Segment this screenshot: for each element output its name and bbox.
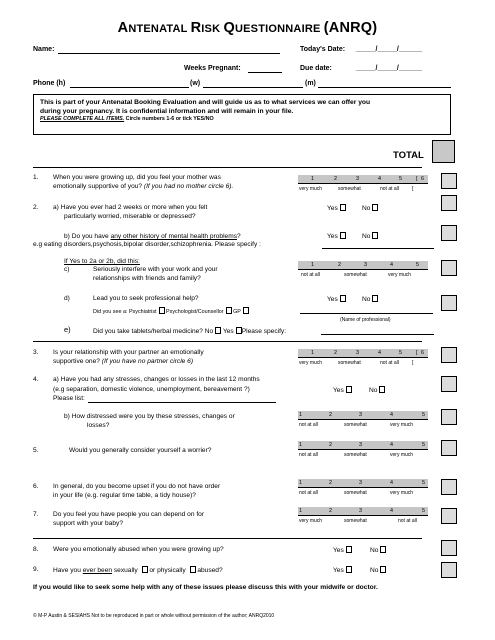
scale-option-1[interactable]: 1 (299, 508, 302, 514)
scale-label-high: very much (388, 272, 412, 278)
scale-option-4[interactable]: 4 (390, 262, 393, 268)
q2b-specify-field[interactable] (322, 241, 434, 249)
q5-number: 5. (33, 447, 39, 454)
q2c-rating-scale[interactable] (298, 261, 428, 281)
q7-rating-scale[interactable] (298, 507, 428, 527)
q1-number: 1. (33, 174, 39, 181)
instructions-line-2: during your pregnancy. It is confidential information and will remain in your file. (40, 107, 294, 115)
q2c-condition: If Yes to 2a or 2b, did this: (64, 258, 140, 265)
scale-bar (298, 175, 428, 184)
q3-text-line-2: supportive one? (If you have no partner circle 6) (53, 358, 194, 365)
scale-option-2[interactable]: 2 (329, 412, 332, 418)
q4b-text-line-2: losses? (87, 422, 110, 429)
scale-option-1[interactable]: 1 (299, 412, 302, 418)
q9-yes-option[interactable]: Yes (333, 566, 352, 574)
name-label: Name: (33, 46, 55, 53)
scale-bar (298, 261, 428, 270)
q4a-text-line-1: a) Have you had any stresses, changes or losses in the last 12 months (53, 376, 260, 383)
scale-option-4[interactable]: 4 (378, 176, 381, 182)
q5-score-box[interactable] (441, 440, 457, 456)
scale-option-1[interactable]: 1 (311, 350, 314, 356)
scale-option-1[interactable]: 1 (311, 176, 314, 182)
scale-label-mid: somewhat (344, 422, 367, 428)
scale-option-4[interactable]: 4 (390, 412, 393, 418)
q8-no-option[interactable]: No (370, 546, 386, 554)
q4a-list-field[interactable] (88, 395, 276, 403)
q5-text: Would you generally consider yourself a worrier? (69, 447, 212, 454)
scale-option-5[interactable]: 5 (422, 442, 425, 448)
scale-bracket: [ (412, 186, 414, 192)
checkbox-icon[interactable] (380, 566, 386, 573)
scale-option-2[interactable]: 2 (329, 508, 332, 514)
q4a-score-box[interactable] (441, 376, 457, 392)
q2e-specify-field[interactable] (321, 327, 434, 335)
weeks-pregnant-field[interactable] (248, 64, 282, 73)
scale-label-mid: somewhat (344, 518, 367, 524)
scale-option-5[interactable]: 5 (422, 480, 425, 486)
checkbox-icon[interactable] (340, 204, 346, 211)
q2d-professional-type: Did you see a: Psychiatrist Psychologist/Counsellor GP (93, 307, 249, 315)
scale-bar (298, 411, 428, 420)
scale-option-4[interactable]: 4 (390, 508, 393, 514)
scale-option-1[interactable]: 1 (299, 442, 302, 448)
scale-option-5[interactable]: 5 (399, 176, 402, 182)
q4b-score-box[interactable] (441, 409, 457, 425)
scale-option-3[interactable]: 3 (359, 412, 362, 418)
q2e-number: e) (64, 325, 71, 334)
scale-option-2[interactable]: 2 (329, 480, 332, 486)
q6-score-box[interactable] (441, 479, 457, 495)
scale-label-high: not at all (398, 518, 417, 524)
scale-option-4[interactable]: 4 (390, 442, 393, 448)
checkbox-icon[interactable] (340, 295, 346, 302)
q7-score-box[interactable] (441, 508, 457, 524)
q8-yes-option[interactable]: Yes (333, 546, 352, 554)
q2b-yes-option[interactable]: Yes (327, 232, 346, 240)
scale-option-6[interactable]: 6 (421, 176, 424, 182)
scale-bracket: [ (416, 350, 418, 356)
scale-label-low: very much (299, 186, 323, 192)
q4a-text-line-3: Please list: (53, 395, 85, 402)
checkbox-icon[interactable] (159, 307, 165, 314)
scale-option-3[interactable]: 3 (359, 442, 362, 448)
q4b-text-line-1: b) How distressed were you by these stresses, changes or (64, 413, 235, 420)
scale-bracket: [ (412, 360, 414, 366)
q6-text-line-2: in your life (e.g. regular time table, a tidy house)? (53, 492, 196, 499)
phone-home-label: Phone (h) (33, 80, 66, 87)
scale-label-low: very much (299, 360, 323, 366)
q8-number: 8. (33, 546, 39, 553)
checkbox-icon[interactable] (380, 546, 386, 553)
q2d-text: Lead you to seek professional help? (93, 295, 199, 302)
checkbox-icon[interactable] (379, 386, 385, 393)
q7-number: 7. (33, 511, 39, 518)
checkbox-icon[interactable] (190, 566, 196, 573)
q2e-text: Did you take tablets/herbal medicine? No Yes Please specify: (93, 328, 287, 335)
q9-score-box[interactable] (441, 562, 457, 578)
scale-option-3[interactable]: 3 (359, 480, 362, 486)
q2d-professional-caption: (Name of professional) (340, 317, 391, 323)
instructions-line-1: This is part of your Antenatal Booking Evaluation and will guide us as to what services we can offer you (40, 99, 371, 106)
weeks-pregnant-label: Weeks Pregnant: (184, 65, 241, 72)
scale-label-high: very much (390, 490, 414, 496)
q1-text-line-1: When you were growing up, did you feel your mother was (53, 174, 221, 181)
q2d-number: d) (64, 295, 70, 302)
q2d-professional-name-field[interactable] (300, 306, 433, 314)
q4a-no-option[interactable]: No (369, 386, 385, 394)
scale-label-low: not at all (299, 452, 318, 458)
checkbox-icon[interactable] (372, 295, 378, 302)
q2a-text-line-1: a) Have you ever had 2 weeks or more when you felt (53, 204, 208, 211)
checkbox-icon[interactable] (340, 232, 346, 239)
divider (33, 341, 422, 342)
todays-date-label: Today's Date: (300, 46, 346, 53)
phone-home-field[interactable] (70, 79, 189, 88)
scale-label-low: not at all (299, 490, 318, 496)
q3-score-box[interactable] (441, 347, 457, 363)
checkbox-icon[interactable] (215, 327, 221, 334)
scale-bar (298, 349, 428, 358)
scale-option-5[interactable]: 5 (422, 412, 425, 418)
scale-option-2[interactable]: 2 (338, 262, 341, 268)
q2d-yes-option[interactable]: Yes (327, 295, 346, 303)
q1-score-box[interactable] (441, 173, 457, 189)
q7-text-line-2: support with your baby? (53, 520, 124, 527)
scale-option-5[interactable]: 5 (416, 262, 419, 268)
name-field[interactable] (58, 45, 280, 54)
q3-text-line-1: Is your relationship with your partner an emotionally (53, 349, 204, 356)
q2a-text-line-2: particularly worried, miserable or depressed? (64, 213, 196, 220)
scale-option-3[interactable]: 3 (356, 176, 359, 182)
phone-work-field[interactable] (203, 79, 303, 88)
due-date-label: Due date: (300, 65, 332, 72)
q1-text-line-2: emotionally supportive of you? (If you had no mother circle 6). (53, 183, 234, 190)
q8-score-box[interactable] (441, 540, 457, 556)
divider (33, 538, 422, 539)
scale-bar (298, 507, 428, 516)
todays-date-field[interactable]: _____/_____/______ (356, 46, 423, 53)
scale-label-mid: somewhat (344, 272, 367, 278)
total-score-box[interactable] (432, 140, 455, 163)
scale-label-mid: somewhat (338, 360, 361, 366)
checkbox-icon[interactable] (142, 566, 148, 573)
scale-label-high: not at all (380, 360, 399, 366)
q2c-text-line-2: relationships with friends and family? (93, 275, 201, 282)
q2a-score-box[interactable] (441, 195, 457, 211)
phone-work-label: (w) (190, 80, 201, 87)
instructions-line-3: PLEASE COMPLETE ALL ITEMS. Circle numbers 1-6 or tick YES/NO (40, 116, 214, 123)
due-date-field[interactable]: _____/_____/______ (356, 65, 423, 72)
q2b-text-line-2: e.g eating disorders,psychosis,bipolar disorder,schizophrenia. Please specify : (33, 241, 261, 248)
scale-label-mid: somewhat (338, 186, 361, 192)
scale-label-high: not at all (380, 186, 399, 192)
instructions-box (33, 94, 451, 135)
scale-option-3[interactable]: 3 (359, 508, 362, 514)
scale-label-low: not at all (301, 272, 320, 278)
scale-label-mid: somewhat (344, 452, 367, 458)
q4b-rating-scale[interactable] (298, 411, 428, 431)
q7-text-line-1: Do you feel you have people you can depend on for (53, 511, 205, 518)
q6-text-line-1: In general, do you become upset if you do not have order (53, 483, 221, 490)
q2b-no-option[interactable]: No (362, 232, 378, 240)
q2-number: 2. (33, 204, 39, 211)
scale-bar (298, 479, 428, 488)
q1-rating-scale[interactable] (298, 175, 428, 195)
scale-option-5[interactable]: 5 (422, 508, 425, 514)
q6-rating-scale[interactable] (298, 479, 428, 499)
q6-number: 6. (33, 483, 39, 490)
q2a-yes-option[interactable]: Yes (327, 204, 346, 212)
q3-rating-scale[interactable] (298, 349, 428, 369)
scale-option-2[interactable]: 2 (334, 176, 337, 182)
scale-option-1[interactable]: 1 (299, 480, 302, 486)
checkbox-icon[interactable] (346, 546, 352, 553)
q2b-score-box[interactable] (441, 225, 457, 241)
scale-label-high: very much (390, 452, 414, 458)
q9-text: Have you ever been sexually or physically abused? (53, 567, 223, 574)
scale-label-mid: somewhat (344, 490, 367, 496)
checkbox-icon[interactable] (372, 204, 378, 211)
q2d-no-option[interactable]: No (362, 295, 378, 303)
phone-mobile-label: (m) (305, 80, 316, 87)
scale-option-3[interactable]: 3 (364, 262, 367, 268)
q5-rating-scale[interactable] (298, 441, 428, 461)
checkbox-icon[interactable] (226, 307, 232, 314)
q2d-score-box[interactable] (441, 295, 457, 311)
q4-number: 4. (33, 376, 39, 383)
page-title: ANTENATAL RISK QUESTIONNAIRE (ANRQ) (117, 20, 378, 36)
q2c-score-box[interactable] (441, 260, 457, 276)
q3-number: 3. (33, 349, 39, 356)
divider (33, 167, 422, 168)
scale-option-4[interactable]: 4 (378, 350, 381, 356)
scale-option-3[interactable]: 3 (356, 350, 359, 356)
scale-option-2[interactable]: 2 (334, 350, 337, 356)
help-note: If you would like to seek some help with any of these issues please discuss this with your midwife or doctor. (33, 584, 378, 591)
checkbox-icon[interactable] (346, 386, 352, 393)
scale-bar (298, 441, 428, 450)
checkbox-icon[interactable] (346, 566, 352, 573)
scale-label-low: not at all (299, 422, 318, 428)
scale-option-5[interactable]: 5 (399, 350, 402, 356)
scale-option-4[interactable]: 4 (390, 480, 393, 486)
checkbox-icon[interactable] (372, 232, 378, 239)
checkbox-icon[interactable] (243, 307, 249, 314)
q4a-text-line-2: (e.g separation, domestic violence, unemployment, bereavement ?) (53, 386, 250, 393)
scale-label-high: very much (390, 422, 414, 428)
total-label: TOTAL (393, 150, 424, 161)
copyright-footer: © M-P Austin & SESIAHS Not to be reproduced in part or whole without permission of the author; ANRQ2010 (33, 613, 275, 619)
scale-option-1[interactable]: 1 (311, 262, 314, 268)
q9-number: 9. (33, 566, 39, 573)
q9-no-option[interactable]: No (370, 566, 386, 574)
q8-text: Were you emotionally abused when you were growing up? (53, 546, 224, 553)
scale-option-6[interactable]: 6 (421, 350, 424, 356)
scale-bracket: [ (416, 176, 418, 182)
q4a-yes-option[interactable]: Yes (333, 386, 352, 394)
q2c-number: c) (64, 266, 70, 273)
scale-label-low: very much (299, 518, 323, 524)
q2c-text-line-1: Seriously interfere with your work and your (93, 266, 218, 273)
q2b-text-line-1: b) Do you have any other history of mental health problems? (64, 233, 241, 240)
q2a-no-option[interactable]: No (362, 204, 378, 212)
scale-option-2[interactable]: 2 (329, 442, 332, 448)
phone-mobile-field[interactable] (318, 79, 451, 88)
